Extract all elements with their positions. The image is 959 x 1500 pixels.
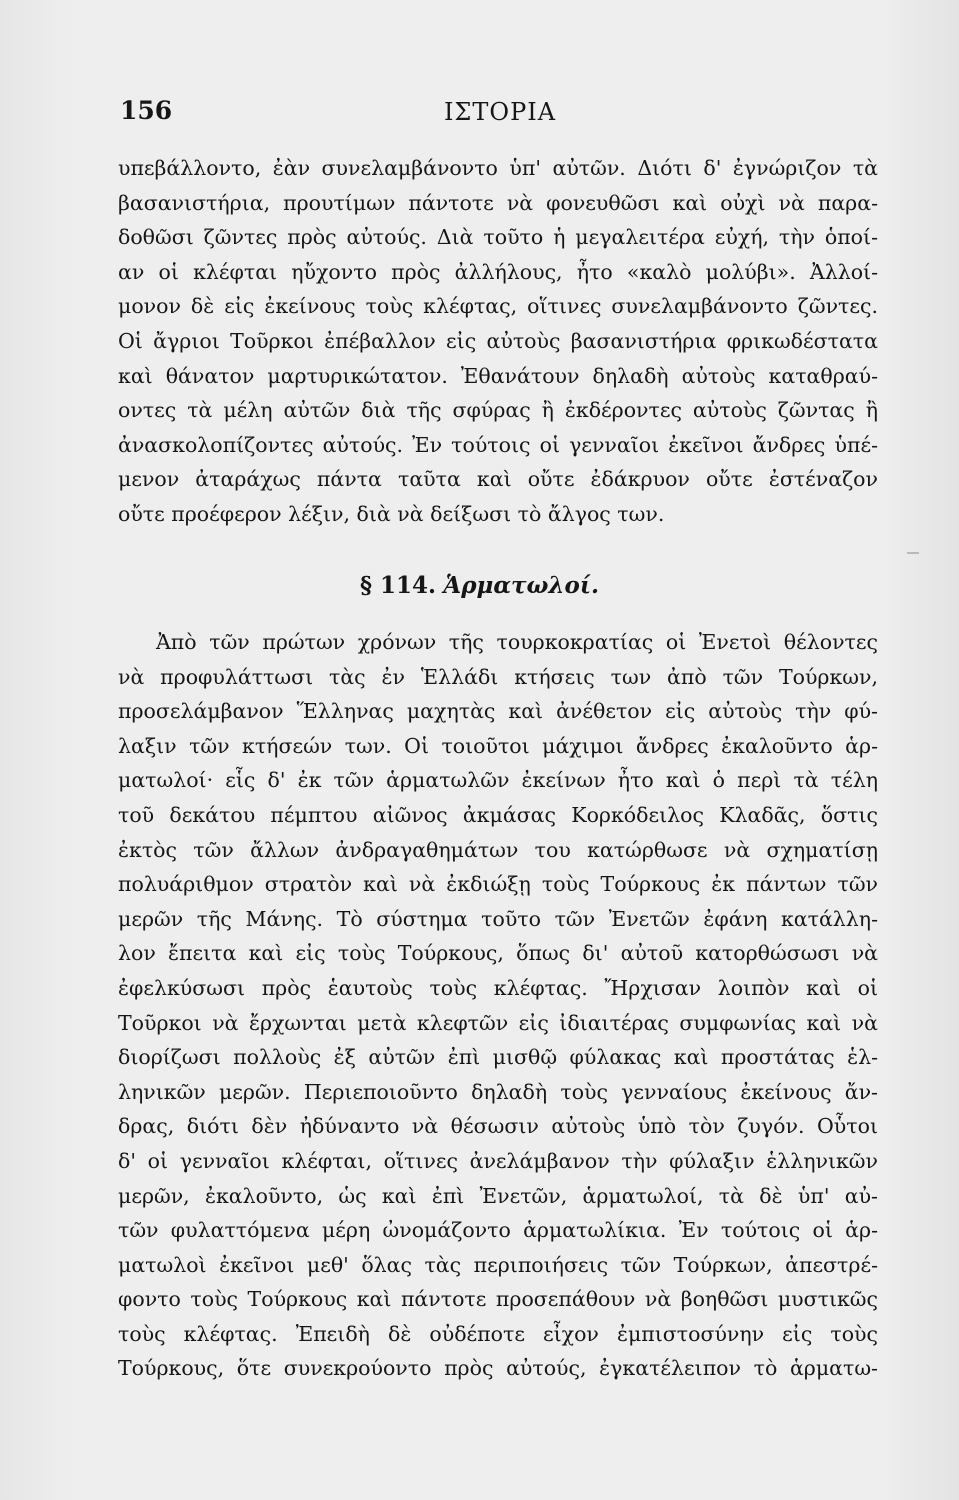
text-line: βασανιστήρια, προυτίμων πάντοτε νὰ φονευθῶσι καὶ οὐχὶ νὰ παρα- (118, 190, 878, 215)
text-line: αν οἱ κλέφται ηὔχοντο πρὸς ἀλλήλους, ἦτο «καλὸ μολύβι». Ἀλλοί- (118, 259, 878, 284)
text-line: Οἱ ἄγριοι Τοῦρκοι ἐπέβαλλον εἰς αὐτοὺς βασανιστήρια φρικωδέστατα (118, 328, 878, 353)
text-line: καὶ θάνατον μαρτυρικώτατον. Ἐθανάτουν δηλαδὴ αὐτοὺς καταθραύ- (118, 363, 878, 388)
section-heading (0, 568, 959, 604)
text-line: νὰ προφυλάττωσι τὰς ἐν Ἑλλάδι κτήσεις των ἀπὸ τῶν Τούρκων, (118, 664, 878, 689)
text-line: υπεβάλλοντο, ἐὰν συνελαμβάνοντο ὑπ' αὐτῶν. Διότι δ' ἐγνώριζον τὰ (118, 156, 878, 180)
margin-mark (907, 552, 919, 554)
text-line: δοθῶσι ζῶντες πρὸς αὐτούς. Διὰ τοῦτο ἡ μεγαλειτέρα εὐχή, τὴν ὁποί- (118, 225, 878, 250)
text-line: Τούρκους, ὅτε συνεκρούοντο πρὸς αὐτούς, ἐγκατέλειπον τὸ ἁρματω- (118, 1356, 878, 1381)
text-line: τοὺς κλέφτας. Ἐπειδὴ δὲ οὐδέποτε εἶχον ἐμπιστοσύνην εἰς τοὺς (118, 1321, 878, 1346)
text-line: ἀνασκολοπίζοντες αὐτούς. Ἐν τούτοις οἱ γενναῖοι ἐκεῖνοι ἄνδρες ὑπέ- (118, 432, 878, 457)
text-line: οὔτε προέφερον λέξιν, διὰ νὰ δείξωσι τὸ ἄλγος των. (118, 501, 665, 526)
paragraph-1 (118, 151, 878, 532)
page-number: 156 (120, 96, 173, 125)
text-line: μονον δὲ εἰς ἐκείνους τοὺς κλέφτας, οἵτινες συνελαμβάνοντο ζῶντες. (118, 294, 878, 319)
paragraph-2 (118, 625, 878, 1386)
text-line: μερῶν, ἐκαλοῦντο, ὡς καὶ ἐπὶ Ἐνετῶν, ἁρματωλοί, τὰ δὲ ὑπ' αὐ- (118, 1183, 878, 1208)
text-line: φοντο τοὺς Τούρκους καὶ πάντοτε προσεπάθουν νὰ βοηθῶσι μυστικῶς (118, 1287, 878, 1312)
text-line: οντες τὰ μέλη αὐτῶν διὰ τῆς σφύρας ἢ ἐκδέροντες αὐτοὺς ζῶντας ἢ (118, 398, 878, 423)
text-line: Ἀπὸ τῶν πρώτων χρόνων τῆς τουρκοκρατίας οἱ Ἐνετοὶ θέλοντες (156, 630, 878, 654)
text-line: ἐφελκύσωσι πρὸς ἑαυτοὺς τοὺς κλέφτας. Ἤρχισαν λοιπὸν καὶ οἱ (118, 975, 878, 1000)
text-line: δ' οἱ γενναῖοι κλέφται, οἵτινες ἀνελάμβανον τὴν φύλαξιν ἑλληνικῶν (118, 1148, 878, 1173)
section-title: Ἁρματωλοί. (443, 572, 600, 599)
text-line: ματωλοὶ ἐκεῖνοι μεθ' ὅλας τὰς περιποιήσεις τῶν Τούρκων, ἀπεστρέ- (118, 1252, 878, 1277)
page-header (120, 96, 880, 136)
text-line: μενον ἀταράχως πάντα ταῦτα καὶ οὔτε ἐδάκρυον οὔτε ἐστέναζον (118, 467, 878, 492)
text-line: διορίζωσι πολλοὺς ἐξ αὐτῶν ἐπὶ μισθῷ φύλακας καὶ προστάτας ἑλ- (118, 1045, 878, 1070)
text-line: μερῶν τῆς Μάνης. Τὸ σύστημα τοῦτο τῶν Ἐνετῶν ἐφάνη κατάλλη- (118, 906, 878, 931)
text-line: πολυάριθμον στρατὸν καὶ νὰ ἐκδιώξῃ τοὺς Τούρκους ἐκ πάντων τῶν (118, 872, 878, 897)
text-line: τῶν φυλαττόμενα μέρη ὠνομάζοντο ἁρματωλίκια. Ἐν τούτοις οἱ ἁρ- (118, 1218, 878, 1243)
text-line: λον ἔπειτα καὶ εἰς τοὺς Τούρκους, ὅπως δι' αὐτοῦ κατορθώσωσι νὰ (118, 941, 878, 966)
text-line: λαξιν τῶν κτήσεών των. Οἱ τοιοῦτοι μάχιμοι ἄνδρες ἐκαλοῦντο ἁρ- (118, 733, 878, 758)
text-line: ἐκτὸς τῶν ἄλλων ἀνδραγαθημάτων του κατώρθωσε νὰ σχηματίσῃ (118, 837, 878, 862)
text-line: δρας, διότι δὲν ἠδύναντο νὰ θέσωσιν αὐτοὺς ὑπὸ τὸν ζυγόν. Οὗτοι (118, 1114, 878, 1139)
text-line: ληνικῶν μερῶν. Περιεποιοῦντο δηλαδὴ τοὺς γενναίους ἐκείνους ἄν- (118, 1079, 878, 1104)
section-number: § 114. (359, 572, 437, 599)
running-title: ΙΣΤΟΡΙΑ (443, 98, 557, 126)
text-line: ματωλοί· εἷς δ' ἐκ τῶν ἁρματωλῶν ἐκείνων ἦτο καὶ ὁ περὶ τὰ τέλη (118, 768, 878, 793)
text-line: Τοῦρκοι νὰ ἔρχωνται μετὰ κλεφτῶν εἰς ἰδιαιτέρας συμφωνίας καὶ νὰ (118, 1010, 878, 1035)
text-line: τοῦ δεκάτου πέμπτου αἰῶνος ἀκμάσας Κορκόδειλος Κλαδᾶς, ὅστις (118, 802, 878, 827)
text-line: προσελάμβανον Ἕλληνας μαχητὰς καὶ ἀνέθετον εἰς αὐτοὺς τὴν φύ- (118, 699, 878, 724)
